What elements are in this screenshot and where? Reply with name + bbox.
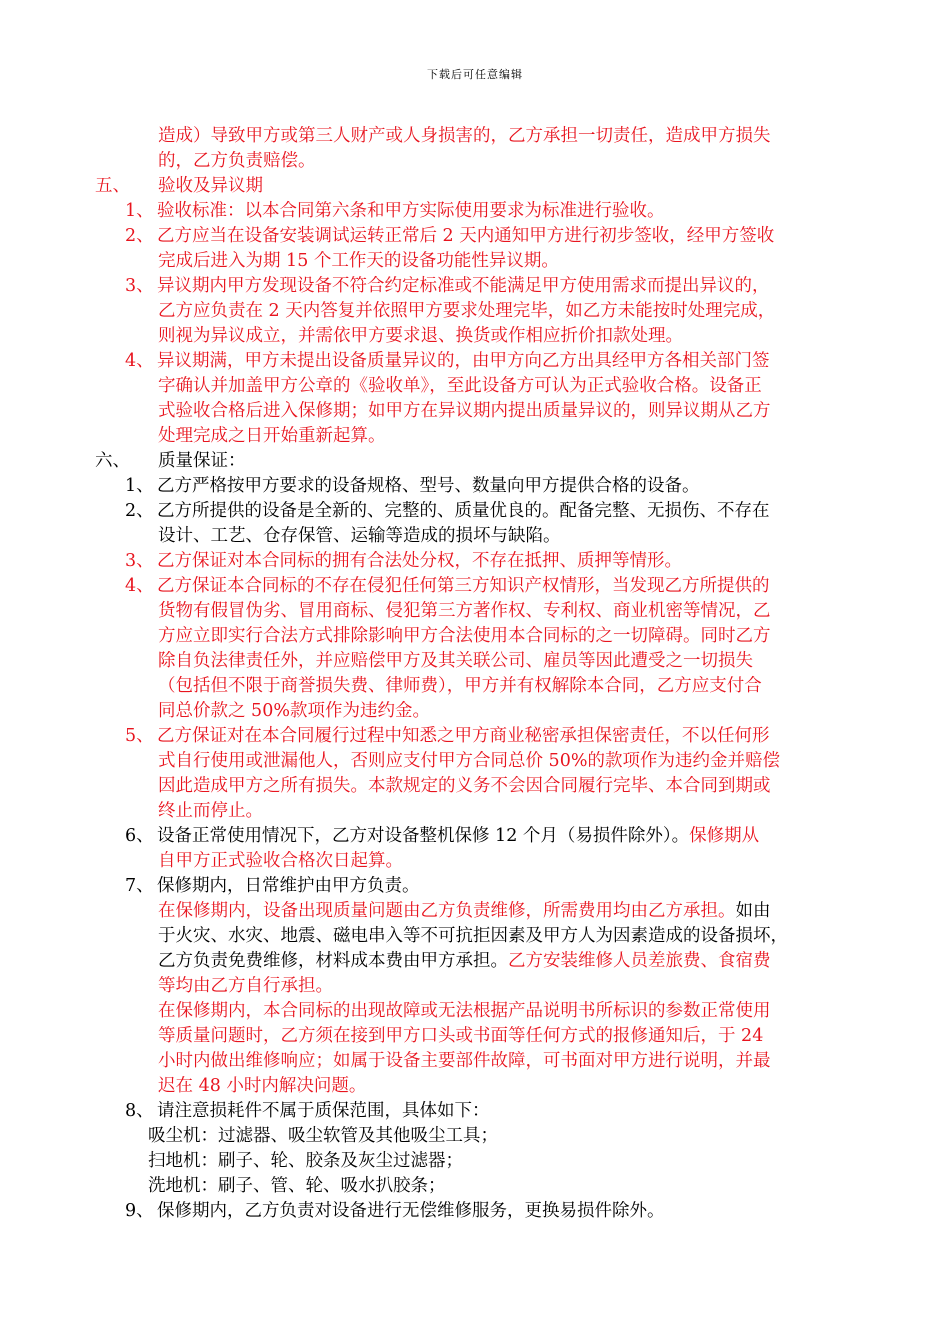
text-segment: 乙方安装维修人员差旅费、食宿费 (508, 951, 771, 971)
text-line (95, 1049, 865, 1074)
text-line (95, 349, 865, 374)
text-line (95, 849, 865, 874)
text-segment: （包括但不限于商誉损失费、律师费），甲方并有权解除本合同，乙方应支付合 (158, 676, 762, 696)
item-number: 6、 (125, 826, 154, 846)
text-segment: 同总价款之 50%款项作为违约金。 (158, 701, 430, 721)
text-segment: 验收标准：以本合同第六条和甲方实际使用要求为标准进行验收。 (157, 201, 665, 221)
text-segment: 异议期内甲方发现设备不符合约定标准或不能满足甲方使用需求而提出异议的， (157, 276, 770, 296)
item-number: 2、 (125, 226, 154, 246)
text-segment: 如由 (735, 901, 771, 921)
text-line (95, 899, 865, 924)
text-segment: 请注意损耗件不属于质保范围，具体如下： (157, 1101, 490, 1121)
text-line (95, 824, 865, 849)
text-line (95, 174, 865, 199)
text-line (95, 649, 865, 674)
document-body (95, 124, 865, 1224)
text-segment: 处理完成之日开始重新起算。 (158, 426, 386, 446)
text-segment: 乙方负责免费维修，材料成本费由甲方承担。 (158, 951, 508, 971)
text-line (95, 1199, 865, 1224)
text-line (95, 599, 865, 624)
text-line (95, 249, 865, 274)
text-segment: 小时内做出维修响应；如属于设备主要部件故障，可书面对甲方进行说明，并最 (158, 1051, 771, 1071)
page-header: 下载后可任意编辑 (427, 68, 523, 81)
text-segment: 设备正常使用情况下，乙方对设备整机保修 12 个月（易损件除外）。 (157, 826, 690, 846)
text-segment: 在保修期内，本合同标的出现故障或无法根据产品说明书所标识的参数正常使用 (158, 1001, 771, 1021)
item-number: 4、 (125, 351, 154, 371)
text-segment: 式验收合格后进入保修期；如甲方在异议期内提出质量异议的，则异议期从乙方 (158, 401, 771, 421)
item-number: 2、 (125, 501, 154, 521)
text-line (95, 749, 865, 774)
text-segment: 验收及异议期 (158, 176, 263, 196)
text-line (95, 799, 865, 824)
text-line (95, 774, 865, 799)
text-segment: 式自行使用或泄漏他人，否则应支付甲方合同总价 50%的款项作为违约金并赔偿 (158, 751, 780, 771)
text-line (95, 1099, 865, 1124)
text-line (95, 124, 865, 149)
text-segment: 字确认并加盖甲方公章的《验收单》，至此设备方可认为正式验收合格。设备正 (158, 376, 762, 396)
item-number: 5、 (125, 726, 154, 746)
text-line (95, 474, 865, 499)
text-line (95, 1024, 865, 1049)
item-number: 4、 (125, 576, 154, 596)
text-segment: 保修期内，日常维护由甲方负责。 (157, 876, 420, 896)
text-segment: 乙方严格按甲方要求的设备规格、型号、数量向甲方提供合格的设备。 (157, 476, 700, 496)
text-segment: 乙方应当在设备安装调试运转正常后 2 天内通知甲方进行初步签收，经甲方签收 (157, 226, 775, 246)
text-segment: 等质量问题时，乙方须在接到甲方口头或书面等任何方式的报修通知后，于 24 (158, 1026, 764, 1046)
text-line (95, 1124, 865, 1149)
text-line (95, 399, 865, 424)
text-line (95, 624, 865, 649)
text-segment: 乙方保证对本合同标的拥有合法处分权，不存在抵押、质押等情形。 (157, 551, 682, 571)
item-number: 1、 (125, 476, 154, 496)
text-line (95, 299, 865, 324)
text-segment: 终止而停止。 (158, 801, 263, 821)
text-segment: 扫地机：刷子、轮、胶条及灰尘过滤器； (148, 1151, 463, 1171)
text-line (95, 524, 865, 549)
text-segment: 货物有假冒伪劣、冒用商标、侵犯第三方著作权、专利权、商业机密等情况，乙 (158, 601, 771, 621)
item-number: 3、 (125, 276, 154, 296)
text-line (95, 674, 865, 699)
item-number: 8、 (125, 1101, 154, 1121)
text-line (95, 924, 865, 949)
text-segment: 方应立即实行合法方式排除影响甲方合法使用本合同标的之一切障碍。同时乙方 (158, 626, 771, 646)
text-line (95, 574, 865, 599)
text-segment: 在保修期内，设备出现质量问题由乙方负责维修，所需费用均由乙方承担。 (158, 901, 736, 921)
text-segment: 乙方保证对在本合同履行过程中知悉之甲方商业秘密承担保密责任，不以任何形 (157, 726, 770, 746)
text-segment: 造成）导致甲方或第三人财产或人身损害的，乙方承担一切责任，造成甲方损失 (158, 126, 771, 146)
text-segment: 等均由乙方自行承担。 (158, 976, 333, 996)
text-segment: 自甲方正式验收合格次日起算。 (158, 851, 403, 871)
text-segment: 质量保证： (158, 451, 246, 471)
text-line (95, 999, 865, 1024)
text-line (95, 1174, 865, 1199)
item-number: 7、 (125, 876, 154, 896)
text-line (95, 374, 865, 399)
text-line (95, 724, 865, 749)
text-segment: 保修期内，乙方负责对设备进行无偿维修服务，更换易损件除外。 (157, 1201, 665, 1221)
text-segment: 乙方保证本合同标的不存在侵犯任何第三方知识产权情形，当发现乙方所提供的 (157, 576, 770, 596)
text-line (95, 199, 865, 224)
text-segment: 吸尘机：过滤器、吸尘软管及其他吸尘工具； (148, 1126, 498, 1146)
text-line (95, 424, 865, 449)
text-line (95, 274, 865, 299)
text-segment: 保修期从 (689, 826, 760, 846)
text-line (95, 699, 865, 724)
text-segment: 乙方所提供的设备是全新的、完整的、质量优良的。配备完整、无损伤、不存在 (157, 501, 770, 521)
item-number: 3、 (125, 551, 154, 571)
section-number: 六、 (95, 451, 130, 471)
text-line (95, 224, 865, 249)
text-line (95, 1074, 865, 1099)
text-line (95, 874, 865, 899)
text-segment: 于火灾、水灾、地震、磁电串入等不可抗拒因素及甲方人为因素造成的设备损坏， (158, 926, 788, 946)
text-line (95, 549, 865, 574)
text-line (95, 149, 865, 174)
text-segment: 迟在 48 小时内解决问题。 (158, 1076, 367, 1096)
text-line (95, 324, 865, 349)
text-segment: 洗地机：刷子、管、轮、吸水扒胶条； (148, 1176, 446, 1196)
text-line (95, 1149, 865, 1174)
text-segment: 完成后进入为期 15 个工作天的设备功能性异议期。 (158, 251, 559, 271)
text-segment: 的，乙方负责赔偿。 (158, 151, 316, 171)
item-number: 9、 (125, 1201, 154, 1221)
text-segment: 则视为异议成立，并需依甲方要求退、换货或作相应折价扣款处理。 (158, 326, 683, 346)
text-segment: 除自负法律责任外，并应赔偿甲方及其关联公司、雇员等因此遭受之一切损失 (158, 651, 753, 671)
text-segment: 乙方应负责在 2 天内答复并依照甲方要求处理完毕，如乙方未能按时处理完成， (158, 301, 776, 321)
text-line (95, 499, 865, 524)
text-segment: 设计、工艺、仓存保管、运输等造成的损坏与缺陷。 (158, 526, 561, 546)
text-segment: 因此造成甲方之所有损失。本款规定的义务不会因合同履行完毕、本合同到期或 (158, 776, 771, 796)
text-line (95, 449, 865, 474)
section-number: 五、 (95, 176, 130, 196)
text-line (95, 949, 865, 974)
text-segment: 异议期满，甲方未提出设备质量异议的，由甲方向乙方出具经甲方各相关部门签 (157, 351, 770, 371)
item-number: 1、 (125, 201, 154, 221)
text-line (95, 974, 865, 999)
